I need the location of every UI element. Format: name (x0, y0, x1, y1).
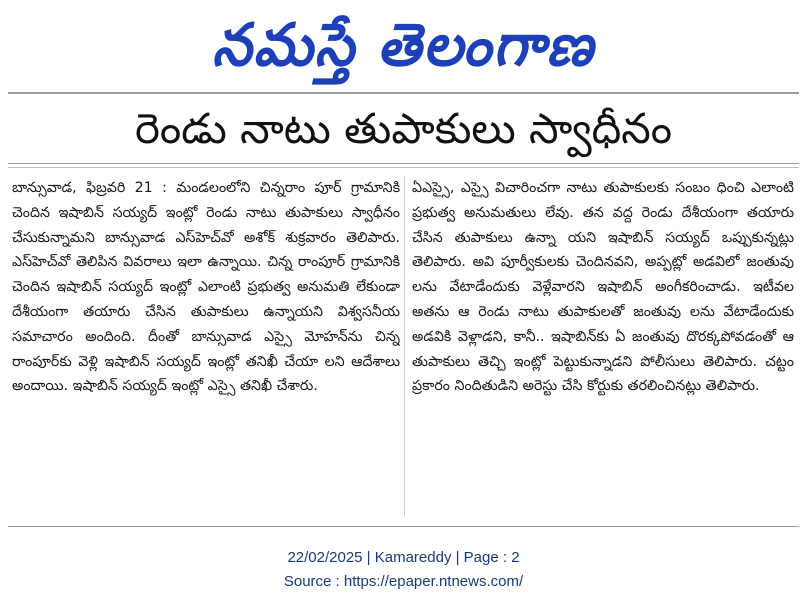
footer-info: 22/02/2025 | Kamareddy | Page : 2 (287, 549, 520, 566)
column-divider (404, 176, 405, 516)
masthead (0, 6, 807, 86)
headline-divider (8, 163, 799, 164)
article-column-right: ఏఎస్సై, ఎస్సై విచారించగా నాటు తుపాకులకు సంబం ధించి ఎలాంటి ప్రభుత్వ అనుమతులు లేవు. తన వద్ద రెండు దేశీయంగా తయారు చేసిన తుపాకులు ఉన్నా యని ఇషాబిన్ సయ్యద్ ఒప్పుకున్నట్లు తెలిపారు. అవి పూర్వీకులకు చెందినవని, అప్పట్లో అడవిలో జంతువు లను వేటాడేందుకు వెళ్లేవారని ఇషాబిన్ అంగీకరించాడు. ఇటీవల అతను ఆ రెండు నాటు తుపాకులతో జంతువు లను వేటాడేందుకు అడవికి వెళ్లాడని, కానీ.. ఇషాబిన్‌కు ఏ జంతువు దొరక్కపోవడంతో ఆ తుపాకులు తెచ్చి ఇంట్లో పెట్టుకున్నాడని పోలీసులు తెలిపారు. చట్టం ప్రకారం నిందితుడిని అరెస్టు చేసి కోర్టుకు తరలించినట్లు తెలిపారు. (412, 180, 794, 395)
article-column-left: బాన్సువాడ, ఫిబ్రవరి 21 : మండలంలోని చిన్నరాం పూర్ గ్రామానికి చెందిన ఇషాబిన్ సయ్యద్ ఇంట్లో రెండు నాటు తుపాకులు స్వాధీనం చేసుకున్నామని బాన్సువాడ ఎస్‌హెచ్‌వో అశోక్ శుక్రవారం తెలిపారు. ఎస్‌హెచ్‌వో తెలిపిన వివరాలు ఇలా ఉన్నాయి. చిన్న రాంపూర్ గ్రామానికి చెందిన ఇషాబిన్ సయ్యద్ ఇంట్లో ఎలాంటి ప్రభుత్వ అనుమతి లేకుండా దేశీయంగా తయారు చేసిన తుపాకులు ఉన్నాయని విశ్వసనీయ సమాచారం అందింది. దీంతో బాన్సువాడ ఎస్సై మోహన్‌ను చిన్న రాంపూర్‌కు వెళ్లి ఇషాబిన్ సయ్యద్ ఇంట్లో తనిఖీ చేయా లని ఆదేశాలు అందాయి. ఇషాబిన్ సయ్యద్ ఇంట్లో ఎస్సై తనిఖీ చేశారు. (12, 180, 400, 395)
bottom-divider (8, 526, 799, 527)
footer-source-link[interactable]: Source : https://epaper.ntnews.com/ (283, 573, 524, 590)
footer (0, 546, 807, 594)
newspaper-logo: నమస్తే తెలంగాణ (212, 11, 595, 80)
article-headline: రెండు నాటు తుపాకులు స్వాధీనం (135, 104, 672, 153)
top-divider (8, 92, 799, 94)
headline-divider-secondary (8, 167, 799, 168)
